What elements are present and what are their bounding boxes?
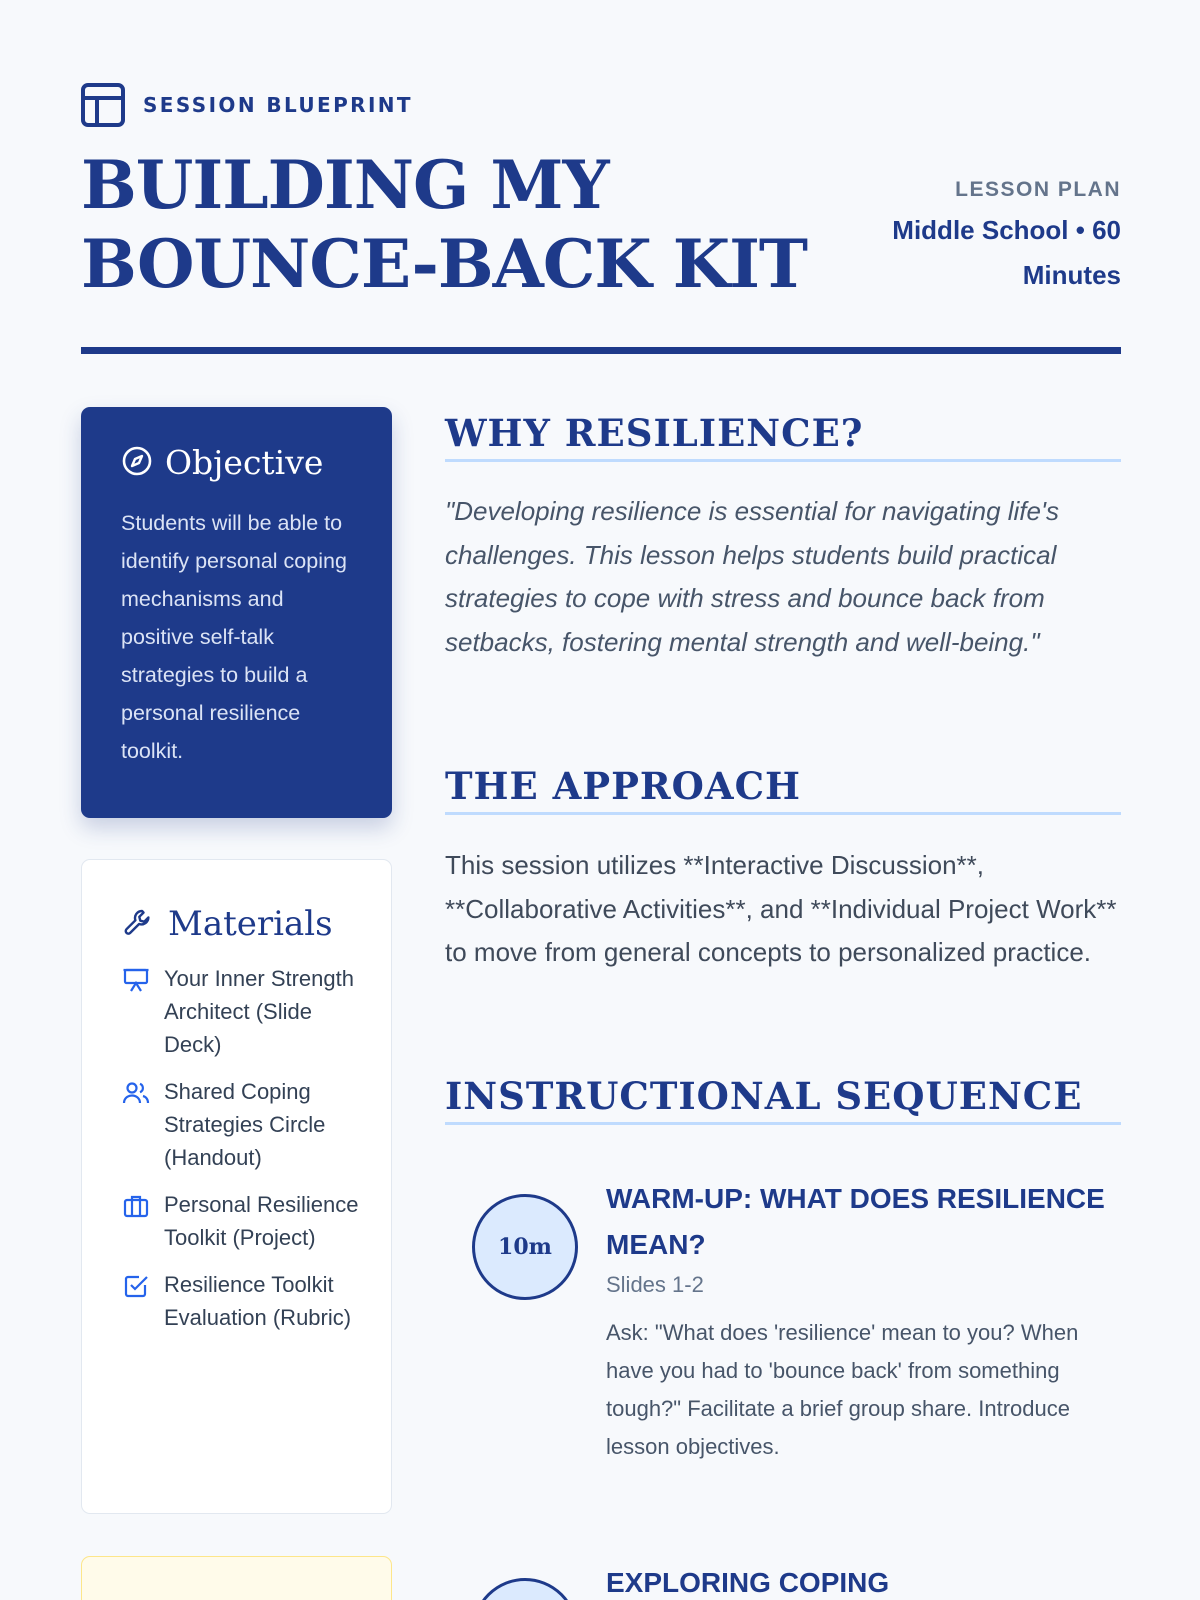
meta-label: LESSON PLAN <box>955 178 1121 201</box>
material-label: Your Inner Strength Architect (Slide Deck) <box>164 966 354 1057</box>
title-line-2: BOUNCE-BACK KIT <box>81 225 808 303</box>
presentation-icon <box>122 966 150 994</box>
rationale-quote: "Developing resilience is essential for navigating life's challenges. This lesson helps students build practical strategies to cope with stress and bounce back from setbacks, fostering mental strength and well-being." <box>445 496 1059 657</box>
meta-value: Middle School • 60 Minutes <box>892 215 1121 290</box>
material-label: Shared Coping Strategies Circle (Handout) <box>164 1079 326 1170</box>
list-item <box>122 1268 361 1334</box>
duration-badge <box>472 1578 578 1600</box>
objective-title: Objective <box>165 443 324 482</box>
step-body <box>606 1183 1106 1466</box>
materials-card <box>81 859 392 1514</box>
material-label: Personal Resilience Toolkit (Project) <box>164 1192 359 1250</box>
eyebrow <box>81 82 413 128</box>
approach-text: This session utilizes **Interactive Discussion**, **Collaborative Activities**, and **Individual Project Work** to move from general concepts to personalized practice. <box>445 850 1117 967</box>
lesson-meta <box>881 178 1121 298</box>
list-item <box>122 962 361 1061</box>
section-title-why: WHY RESILIENCE? <box>445 411 1121 462</box>
step-title: WARM-UP: WHAT DOES RESILIENCE MEAN? <box>606 1183 1105 1260</box>
users-icon <box>122 1079 150 1107</box>
briefcase-icon <box>122 1192 150 1220</box>
compass-icon <box>121 445 153 481</box>
title-line-1: BUILDING MY <box>81 146 609 224</box>
materials-header <box>122 904 361 944</box>
header-divider <box>81 347 1121 354</box>
wrench-icon <box>122 906 154 942</box>
page-title <box>81 146 881 304</box>
note-card <box>81 1556 392 1600</box>
objective-header <box>121 443 352 482</box>
list-item <box>122 1075 361 1174</box>
step-title: EXPLORING COPING <box>606 1567 890 1598</box>
materials-list <box>122 962 361 1334</box>
section-title-approach: THE APPROACH <box>445 764 1121 815</box>
objective-card <box>81 407 392 818</box>
step-slides: Slides 1-2 <box>606 1272 704 1297</box>
section-title-sequence: INSTRUCTIONAL SEQUENCE <box>445 1074 1121 1125</box>
eyebrow-label: SESSION BLUEPRINT <box>143 93 413 117</box>
checkbox-icon <box>122 1272 150 1300</box>
step-description: Ask: "What does 'resilience' mean to you? When have you had to 'bounce back' from something tough?" Facilitate a brief group share. Introduce lesson objectives. <box>606 1320 1079 1459</box>
list-item <box>122 1188 361 1254</box>
layout-icon <box>79 81 127 129</box>
material-label: Resilience Toolkit Evaluation (Rubric) <box>164 1272 352 1330</box>
objective-text: Students will be able to identify personal coping mechanisms and positive self-talk strategies to build a personal resilience toolkit. <box>121 511 347 763</box>
step-body <box>606 1567 1106 1600</box>
materials-title: Materials <box>168 904 333 944</box>
duration-badge: 10m <box>472 1194 578 1300</box>
lesson-plan-page <box>81 0 1121 1600</box>
